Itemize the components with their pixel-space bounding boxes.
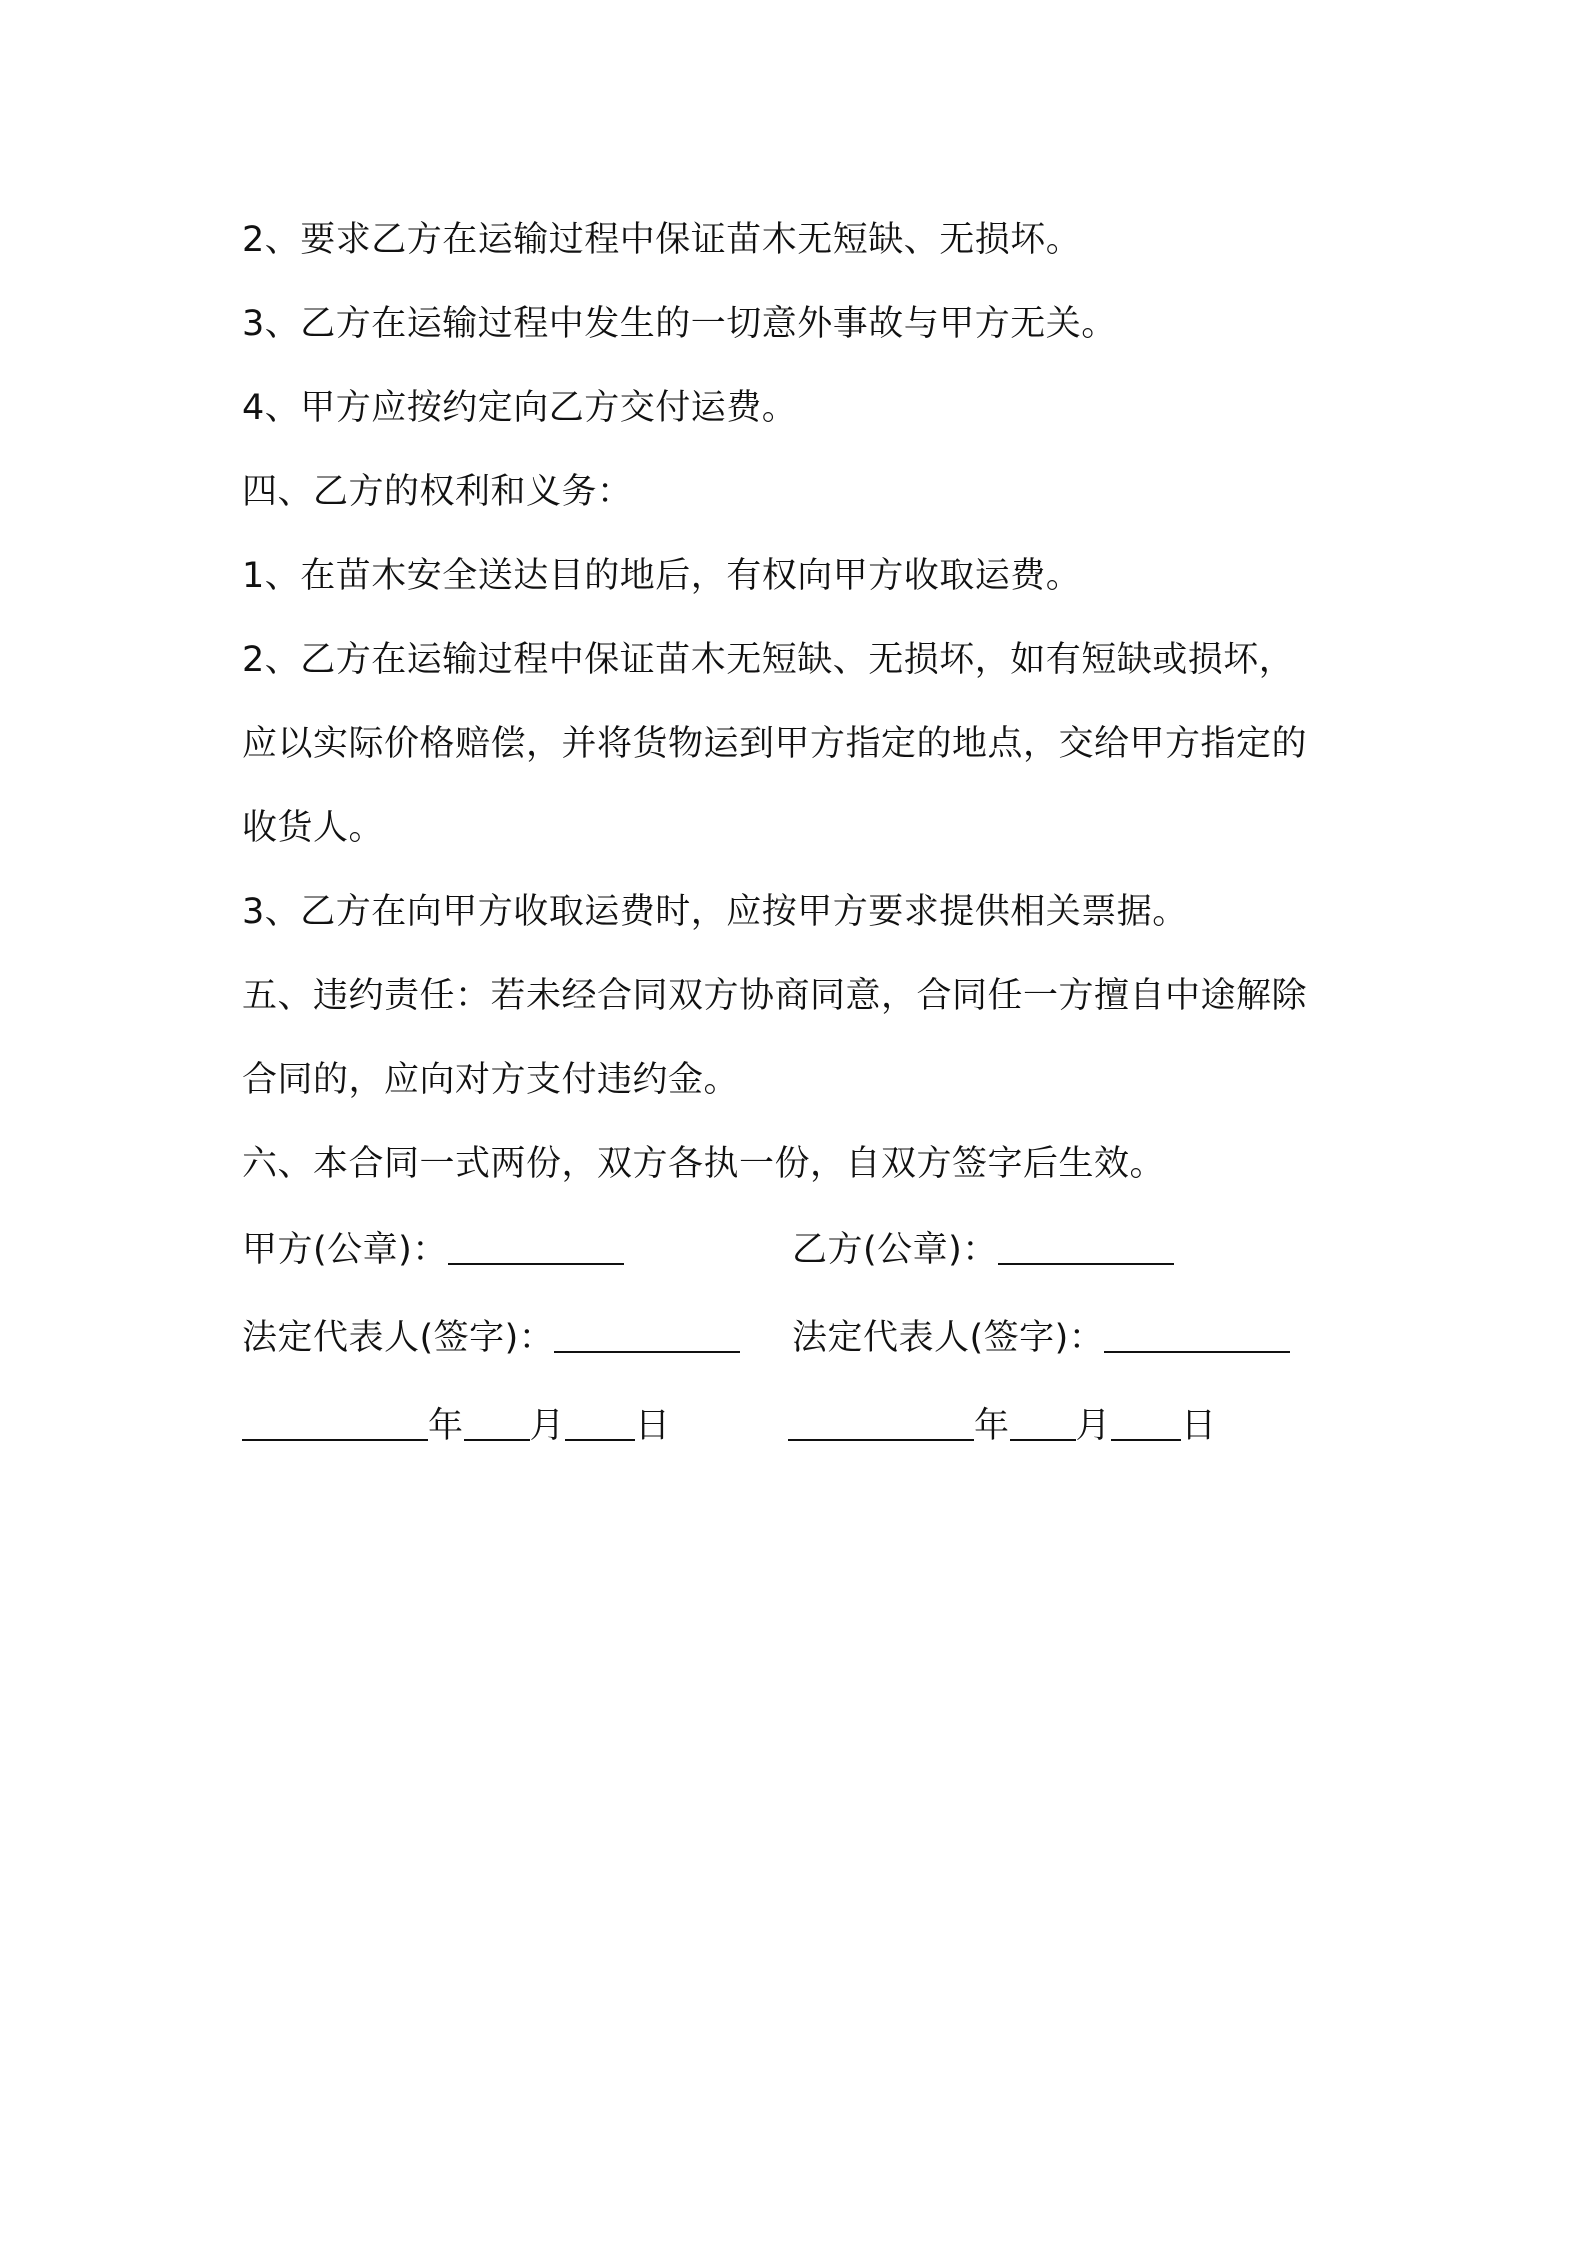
- paragraph-1: 2、要求乙方在运输过程中保证苗木无短缺、无损坏。: [242, 220, 1082, 260]
- party-a-day-blank[interactable]: [565, 1409, 635, 1441]
- party-a-day-label: 日: [635, 1406, 671, 1446]
- party-a-representative: [242, 1294, 740, 1382]
- party-b-rep-label: 法定代表人(签字)：: [792, 1318, 1105, 1358]
- party-b-seal-label: 乙方(公章)：: [792, 1230, 998, 1270]
- party-b-year-label: 年: [974, 1406, 1010, 1446]
- section-heading-6: 六、本合同一式两份，双方各执一份，自双方签字后生效。: [242, 1144, 1166, 1184]
- party-b-month-label: 月: [1075, 1406, 1112, 1446]
- party-a-rep-blank[interactable]: [554, 1321, 740, 1353]
- party-a-month-blank[interactable]: [464, 1409, 530, 1441]
- paragraph-9: 3、乙方在向甲方收取运费时，应按甲方要求提供相关票据。: [242, 892, 1188, 932]
- section-heading-5: 五、违约责任：若未经合同双方协商同意，合同任一方擅自中途解除: [242, 976, 1308, 1016]
- party-b-day-label: 日: [1181, 1406, 1217, 1446]
- paragraph-2: 3、乙方在运输过程中发生的一切意外事故与甲方无关。: [242, 304, 1117, 344]
- party-b-seal-blank[interactable]: [998, 1233, 1174, 1265]
- party-b-month-blank[interactable]: [1010, 1409, 1076, 1441]
- party-a-seal-label: 甲方(公章)：: [242, 1230, 448, 1270]
- section-heading-4: 四、乙方的权利和义务：: [242, 472, 633, 512]
- party-b-rep-blank[interactable]: [1104, 1321, 1290, 1353]
- paragraph-3: 4、甲方应按约定向乙方交付运费。: [242, 388, 798, 428]
- paragraph-6: 2、乙方在运输过程中保证苗木无短缺、无损坏，如有短缺或损坏，: [242, 640, 1295, 680]
- party-a-date: [242, 1382, 671, 1470]
- party-a-month-label: 月: [529, 1406, 566, 1446]
- seal-row: [242, 1206, 1362, 1294]
- paragraph-7: 应以实际价格赔偿，并将货物运到甲方指定的地点，交给甲方指定的: [242, 724, 1308, 764]
- party-b-representative: [792, 1294, 1290, 1382]
- party-a-year-blank[interactable]: [242, 1409, 428, 1441]
- date-row: [242, 1382, 1362, 1470]
- party-b-day-blank[interactable]: [1111, 1409, 1181, 1441]
- party-a-rep-label: 法定代表人(签字)：: [242, 1318, 555, 1358]
- party-a-seal-blank[interactable]: [448, 1233, 624, 1265]
- paragraph-8: 收货人。: [242, 808, 385, 848]
- party-b-year-blank[interactable]: [788, 1409, 974, 1441]
- party-b-seal: [792, 1206, 1174, 1294]
- paragraph-5: 1、在苗木安全送达目的地后，有权向甲方收取运费。: [242, 556, 1082, 596]
- contract-body: [242, 198, 1362, 1470]
- party-a-year-label: 年: [428, 1406, 464, 1446]
- paragraph-11: 合同的，应向对方支付违约金。: [242, 1060, 740, 1100]
- representative-row: [242, 1294, 1362, 1382]
- party-b-date: [788, 1382, 1217, 1470]
- party-a-seal: [242, 1206, 624, 1294]
